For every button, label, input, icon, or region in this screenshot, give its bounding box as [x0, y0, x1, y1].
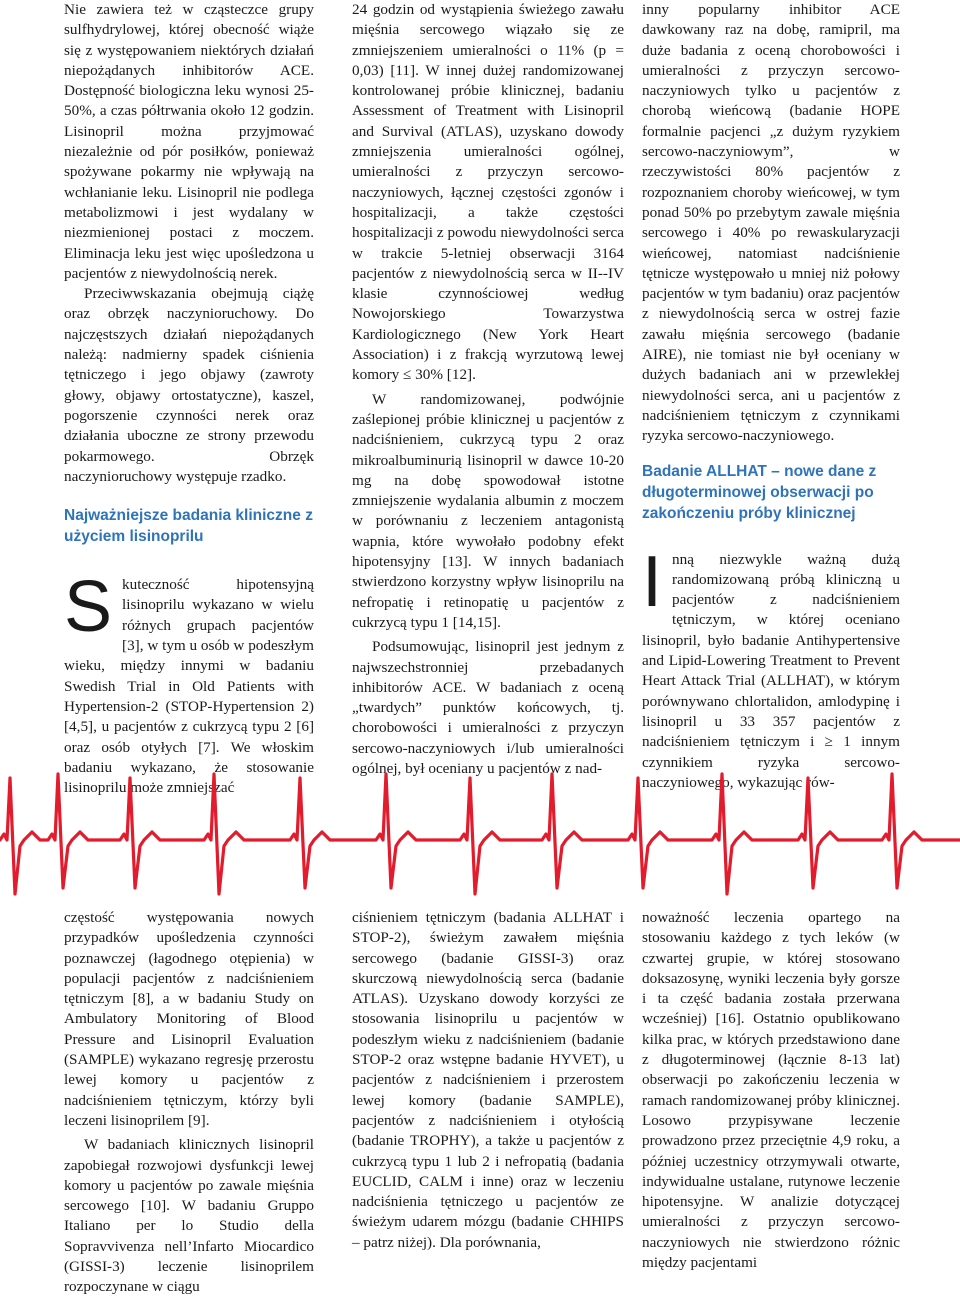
drop-cap: S — [64, 567, 113, 648]
paragraph: noważność leczenia opartego na stosowaniu każdego z tych leków (w czwartej grupie, w której stosowano doksazosynę, wyniki leczenia były gorsze i ta część badania została przerwana wcześniej) [16]. Ostatnio opublikowano kilka prac, w których przedstawiono dane z długoterminowej (łącznie 8-13 lat) obserwacji po zakończeniu leczenia w ramach randomizowanej próby klinicznej. Losowo przypisywane leczenie prowadzono przez przeciętnie 4,9 roku, a później uczestnicy otrzymywali otwarte, indywidualne ustalane, rutynowe leczenie hipotensyjne. W analizie dotyczącej umieralności z przyczyn sercowo-naczyniowych nie stwierdzono różnic między pacjentami — [642, 909, 900, 1272]
top-column-3 — [642, 0, 900, 793]
paragraph: Nie zawiera też w cząsteczce grupy sulfhydrylowej, której obecność wiąże się z występowaniem niektórych działań niepożądanych inhibitorów ACE. Dostępność biologiczna leku wynosi 25-50%, a czas półtrwania około 12 godzin. Lisinopril można przyjmować niezależnie od pór posiłków, ponieważ spożywane pokarmy nie wpływają na wchłanianie leku. Lisinopril nie podlega metabolizmowi i jest wydalany w niezmienionej postaci z moczem. Eliminacja leku jest więc upośledzona u pacjentów z niewydolnością nerek. — [64, 1, 314, 282]
paragraph: Przeciwwskazania obejmują ciążę oraz obrzęk naczynioruchowy. Do najczęstszych działań niepożądanych należą: nadmierny spadek ciśnienia tętniczego i jego objawy (zawroty głowy, objawy ortostatyczne), kaszel, pogorszenie czynności nerek oraz działania uboczne ze strony przewodu pokarmowego. Obrzęk naczynioruchowy występuje rzadko. — [64, 285, 314, 485]
bottom-column-1 — [64, 908, 314, 1298]
bottom-column-3 — [642, 908, 900, 1273]
paragraph — [64, 567, 314, 798]
section-heading: Najważniejsze badania kliniczne z użyciem lisinoprilu — [64, 507, 313, 546]
paragraph: W randomizowanej, podwójnie zaślepionej próbie klinicznej u pacjentów z nadciśnieniem, cukrzycą typu 2 oraz mikroalbuminurią lisinopril w dawce 10-20 mg na dobę spowodował istotne zmniejszenie wydalania albumin z moczem w porównaniu z leczeniem antagonistą wapnia, które wywołało podobny efekt hipotensyjny [13]. W innych badaniach stwierdzono korzystny wpływ lisinoprilu na nefropatię i retinopatię u pacjentów z cukrzycą typu 1 [14,15]. — [352, 390, 624, 631]
drop-cap: I — [642, 541, 663, 622]
section-heading: Badanie ALLHAT – nowe dane z długoterminowej obserwacji po zakończeniu próby klinicznej — [642, 462, 877, 522]
paragraph-text: nną niezwykle ważną dużą randomizowaną próbą kliniczną u pacjentów z nadciśnieniem tętniczym, w której oceniano lisinopril, było badanie Antihypertensive and Lipid-Lowering Treatment to Prevent Heart Attack Trial (ALLHAT), w którym porównywano chlortalidon, amlodypinę i lisinopril u 33 357 pacjentów z nadciśnieniem tętniczym i ≥ 1 innym czynnikiem ryzyka sercowo-naczyniowego, wykazując rów- — [642, 550, 900, 791]
ecg-heartbeat-icon — [0, 770, 960, 900]
paragraph: ciśnieniem tętniczym (badania ALLHAT i STOP-2), świeżym zawałem mięśnia sercowego (badanie GISSI-3) oraz skurczową niewydolnością serca (badanie ATLAS). Uzyskano dowody korzyści ze stosowania lisinoprilu u pacjentów w podeszłym wieku z nadciśnieniem (badanie STOP-2 oraz wstępne badanie HYVET), u pacjentów z nadciśnieniem i przerostem lewej komory (badanie SAMPLE), pacjentów z nadciśnieniem i otyłością (badanie TROPHY), a także u pacjentów z cukrzycą typu 1 lub 2 i nefropatią (badania EUCLID, CALM i inne) oraz w leczeniu nadciśnienia tętniczego u pacjentów ze świeżym udarem mózgu (badanie CHHIPS – patrz niżej). Dla porównania, — [352, 909, 624, 1251]
paragraph: częstość występowania nowych przypadków upośledzenia czynności poznawczej (łagodnego otępienia) w populacji pacjentów z nadciśnieniem tętniczym [8], a w badaniu Study on Ambulatory Monitoring of Blood Pressure and Lisinopril Evaluation (SAMPLE) wykazano regresję przerostu lewej komory u pacjentów z nadciśnieniem tętniczym, którzy byli leczeni lisinoprilem [9]. — [64, 909, 314, 1129]
paragraph: 24 godzin od wystąpienia świeżego zawału mięśnia sercowego wiązało się ze zmniejszeniem umieralności o 11% (p = 0,03) [11]. W innej dużej randomizowanej kontrolowanej próbie klinicznej, badaniu Assessment of Treatment with Lisinopril and Survival (ATLAS), uzyskano dowody zmniejszenia umieralności ogólnej, umieralności z przyczyn sercowo-naczyniowych, łącznej częstości zgonów i hospitalizacji, a także częstości hospitalizacji z powodu niewydolności serca w trakcie 5-letniej obserwacji 3164 pacjentów z niewydolnością serca w II--IV klasie czynnościowej według Nowojorskiego Towarzystwa Kardiologicznego (New York Heart Association) i z frakcją wyrzutową lewej komory ≤ 30% [12]. — [352, 1, 624, 384]
top-column-2 — [352, 0, 624, 779]
paragraph: W badaniach klinicznych lisinopril zapobiegał rozwojowi dysfunkcji lewej komory u pacjentów po zawale mięśnia sercowego [10]. W badaniu Gruppo Italiano per lo Studio della Sopravvivenza nell’Infarto Miocardico (GISSI-3) leczenie lisinoprilem rozpoczynane w ciągu — [64, 1136, 314, 1296]
bottom-column-2 — [352, 908, 624, 1253]
paragraph — [642, 541, 900, 794]
paragraph: Podsumowując, lisinopril jest jednym z najwszechstronniej przebadanych inhibitorów ACE. W badaniach z oceną „twardych” punktów końcowych, tj. chorobowości i umieralności z przyczyn sercowo-naczyniowych i/lub umieralności ogólnej, był oceniany u pacjentów z nad- — [352, 638, 624, 777]
paragraph-text: kuteczność hipotensyjną lisinoprilu wykazano w wielu różnych grupach pacjentów [3], w tym u osób w podeszłym wieku, między innymi w badaniu Swedish Trial in Old Patients with Hypertension-2 (STOP-Hypertension 2) [4,5], u pacjentów z cukrzycą typu 2 [6] oraz osób otyłych [7]. We włoskim badaniu wykazano, że stosowanie lisinoprilu może zmniejszać — [64, 576, 314, 797]
top-column-1 — [64, 0, 314, 798]
paragraph: inny popularny inhibitor ACE dawkowany raz na dobę, ramipril, ma duże badania z oceną chorobowości i umieralności z przyczyn sercowo-naczyniowych tylko u pacjentów z chorobą wieńcową (badanie HOPE formalnie pacjenci „z dużym ryzykiem sercowo-naczyniowym”, w rzeczywistości 80% pacjentów z rozpoznaniem choroby wieńcowej, w tym ponad 50% po przebytym zawale mięśnia sercowego i 40% po rewaskularyzacji wieńcowej, natomiast nadciśnienie tętnicze występowało u mniej niż połowy pacjentów w tym badaniu) oraz pacjentów z niewydolnością serca w ostrej fazie zawału mięśnia sercowego (badanie AIRE), nie tomiast nie był oceniany w dużych badaniach ani w przewlekłej niewydolności serca, ani u pacjentów z nadciśnieniem tętniczym z czynnikami ryzyka sercowo-naczyniowego. — [642, 1, 900, 445]
